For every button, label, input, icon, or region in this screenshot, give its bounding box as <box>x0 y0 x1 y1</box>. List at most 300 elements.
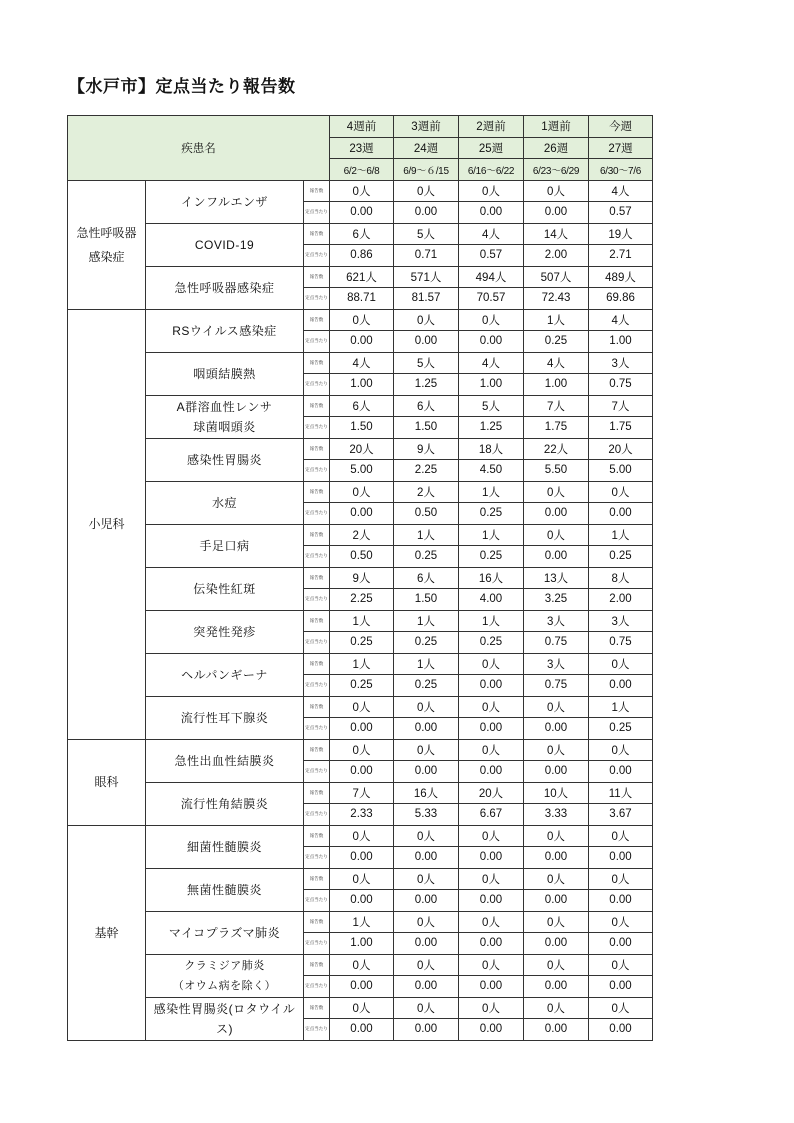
per-site-rate: 0.25 <box>459 503 524 525</box>
per-site-rate: 0.75 <box>524 632 589 654</box>
report-count: 0人 <box>589 481 653 503</box>
count-row-label: 報告数 <box>304 481 330 503</box>
group-name: 急性呼吸器 感染症 <box>68 180 146 309</box>
table-row <box>68 954 653 976</box>
report-count: 0人 <box>589 739 653 761</box>
per-site-rate: 1.50 <box>394 589 459 611</box>
disease-name: 咽頭結膜熱 <box>146 352 304 395</box>
disease-name: 感染性胃腸炎(ロタウイルス) <box>146 997 304 1040</box>
report-count: 0人 <box>394 739 459 761</box>
per-site-rate: 0.00 <box>524 718 589 740</box>
disease-name: 急性出血性結膜炎 <box>146 739 304 782</box>
report-count: 0人 <box>524 481 589 503</box>
report-count: 4人 <box>589 180 653 202</box>
report-count: 11人 <box>589 782 653 804</box>
per-site-rate: 0.00 <box>524 503 589 525</box>
disease-name: 流行性角結膜炎 <box>146 782 304 825</box>
per-site-rate: 1.75 <box>524 417 589 439</box>
date-range-header: 6/2～6/8 <box>330 159 394 181</box>
disease-name: 急性呼吸器感染症 <box>146 266 304 309</box>
table-row <box>68 739 653 761</box>
per-site-rate: 0.00 <box>459 976 524 998</box>
report-count: 18人 <box>459 438 524 460</box>
per-site-rate: 0.25 <box>394 675 459 697</box>
per-site-rate: 0.25 <box>394 546 459 568</box>
report-count: 1人 <box>589 696 653 718</box>
per-site-rate: 0.00 <box>589 847 653 869</box>
report-count: 1人 <box>589 524 653 546</box>
report-count: 571人 <box>394 266 459 288</box>
report-count: 1人 <box>394 524 459 546</box>
disease-name: インフルエンザ <box>146 180 304 223</box>
report-count: 0人 <box>394 997 459 1019</box>
report-count: 5人 <box>394 352 459 374</box>
per-site-rate: 0.86 <box>330 245 394 267</box>
report-count: 1人 <box>394 610 459 632</box>
group-name: 基幹 <box>68 825 146 1040</box>
report-count: 4人 <box>459 352 524 374</box>
count-row-label: 報告数 <box>304 352 330 374</box>
rate-row-label: 定点当たり <box>304 890 330 912</box>
per-site-rate: 2.00 <box>589 589 653 611</box>
per-site-rate: 3.33 <box>524 804 589 826</box>
count-row-label: 報告数 <box>304 309 330 331</box>
disease-name: 水痘 <box>146 481 304 524</box>
report-count: 0人 <box>524 997 589 1019</box>
report-count: 0人 <box>394 911 459 933</box>
count-row-label: 報告数 <box>304 911 330 933</box>
per-site-rate: 0.00 <box>524 890 589 912</box>
report-count: 0人 <box>524 825 589 847</box>
per-site-rate: 0.00 <box>459 847 524 869</box>
per-site-rate: 0.57 <box>459 245 524 267</box>
report-count: 7人 <box>330 782 394 804</box>
report-count: 0人 <box>459 309 524 331</box>
per-site-rate: 1.00 <box>589 331 653 353</box>
table-row <box>68 825 653 847</box>
report-count: 4人 <box>330 352 394 374</box>
report-count: 1人 <box>394 653 459 675</box>
per-site-rate: 0.00 <box>459 331 524 353</box>
week-label-header: 2週前 <box>459 116 524 138</box>
per-site-rate: 0.75 <box>589 374 653 396</box>
per-site-rate: 0.00 <box>394 933 459 955</box>
report-count: 8人 <box>589 567 653 589</box>
per-site-rate: 4.50 <box>459 460 524 482</box>
disease-name: ヘルパンギーナ <box>146 653 304 696</box>
per-site-rate: 2.25 <box>394 460 459 482</box>
per-site-rate: 0.00 <box>330 847 394 869</box>
per-site-rate: 1.25 <box>459 417 524 439</box>
rate-row-label: 定点当たり <box>304 503 330 525</box>
report-count: 0人 <box>330 180 394 202</box>
report-count: 3人 <box>589 610 653 632</box>
report-count: 0人 <box>330 739 394 761</box>
per-site-rate: 0.00 <box>394 976 459 998</box>
per-site-rate: 1.00 <box>330 374 394 396</box>
report-count: 0人 <box>524 524 589 546</box>
per-site-rate: 2.25 <box>330 589 394 611</box>
report-count: 0人 <box>330 825 394 847</box>
rate-row-label: 定点当たり <box>304 460 330 482</box>
per-site-rate: 0.00 <box>589 1019 653 1041</box>
report-count: 0人 <box>394 309 459 331</box>
count-row-label: 報告数 <box>304 524 330 546</box>
disease-name: COVID-19 <box>146 223 304 266</box>
disease-name: 流行性耳下腺炎 <box>146 696 304 739</box>
report-count: 0人 <box>589 825 653 847</box>
count-row-label: 報告数 <box>304 266 330 288</box>
date-range-header: 6/30～7/6 <box>589 159 653 181</box>
week-number-header: 27週 <box>589 137 653 159</box>
report-count: 20人 <box>589 438 653 460</box>
count-row-label: 報告数 <box>304 223 330 245</box>
table-row <box>68 481 653 503</box>
report-count: 0人 <box>459 868 524 890</box>
report-count: 9人 <box>330 567 394 589</box>
report-count: 0人 <box>589 997 653 1019</box>
per-site-rate: 0.00 <box>330 761 394 783</box>
per-site-rate: 72.43 <box>524 288 589 310</box>
per-site-rate: 0.25 <box>459 546 524 568</box>
date-range-header: 6/16～6/22 <box>459 159 524 181</box>
report-count: 0人 <box>459 180 524 202</box>
per-site-rate: 1.00 <box>459 374 524 396</box>
report-count: 0人 <box>459 954 524 976</box>
per-site-rate: 0.00 <box>459 1019 524 1041</box>
report-count: 16人 <box>459 567 524 589</box>
per-site-rate: 1.00 <box>330 933 394 955</box>
per-site-rate: 0.00 <box>394 761 459 783</box>
disease-name: A群溶血性レンサ 球菌咽頭炎 <box>146 395 304 438</box>
report-count: 5人 <box>459 395 524 417</box>
per-site-rate: 0.00 <box>459 890 524 912</box>
table-row <box>68 309 653 331</box>
rate-row-label: 定点当たり <box>304 288 330 310</box>
report-count: 0人 <box>459 653 524 675</box>
rate-row-label: 定点当たり <box>304 933 330 955</box>
per-site-rate: 5.00 <box>589 460 653 482</box>
week-number-header: 25週 <box>459 137 524 159</box>
date-range-header: 6/23～6/29 <box>524 159 589 181</box>
disease-name: 突発性発疹 <box>146 610 304 653</box>
report-count: 0人 <box>459 739 524 761</box>
per-site-rate: 0.00 <box>459 718 524 740</box>
report-count: 1人 <box>459 524 524 546</box>
rate-row-label: 定点当たり <box>304 245 330 267</box>
table-row <box>68 911 653 933</box>
rate-row-label: 定点当たり <box>304 761 330 783</box>
count-row-label: 報告数 <box>304 610 330 632</box>
per-site-rate: 4.00 <box>459 589 524 611</box>
report-count: 20人 <box>330 438 394 460</box>
rate-row-label: 定点当たり <box>304 976 330 998</box>
table-row <box>68 782 653 804</box>
report-count: 0人 <box>589 868 653 890</box>
per-site-rate: 0.50 <box>330 546 394 568</box>
per-site-rate: 0.00 <box>330 1019 394 1041</box>
per-site-rate: 0.00 <box>330 202 394 224</box>
report-count: 1人 <box>330 911 394 933</box>
week-number-header: 26週 <box>524 137 589 159</box>
per-site-rate: 0.00 <box>459 202 524 224</box>
page-title: 【水戸市】定点当たり報告数 <box>68 77 296 97</box>
per-site-rate: 70.57 <box>459 288 524 310</box>
table-row <box>68 180 653 202</box>
per-site-rate: 0.57 <box>589 202 653 224</box>
report-count: 0人 <box>394 868 459 890</box>
report-count: 0人 <box>330 481 394 503</box>
surveillance-table <box>67 115 653 1041</box>
date-range-header: 6/9～６/15 <box>394 159 459 181</box>
per-site-rate: 0.50 <box>394 503 459 525</box>
report-count: 4人 <box>459 223 524 245</box>
report-count: 0人 <box>524 180 589 202</box>
report-count: 0人 <box>394 696 459 718</box>
rate-row-label: 定点当たり <box>304 675 330 697</box>
report-count: 1人 <box>524 309 589 331</box>
per-site-rate: 0.00 <box>589 933 653 955</box>
report-count: 1人 <box>459 481 524 503</box>
table-row <box>68 352 653 374</box>
per-site-rate: 3.25 <box>524 589 589 611</box>
report-count: 7人 <box>589 395 653 417</box>
report-count: 0人 <box>459 696 524 718</box>
rate-row-label: 定点当たり <box>304 374 330 396</box>
table-row <box>68 395 653 417</box>
table-row <box>68 696 653 718</box>
per-site-rate: 0.00 <box>524 847 589 869</box>
report-count: 7人 <box>524 395 589 417</box>
count-row-label: 報告数 <box>304 954 330 976</box>
per-site-rate: 69.86 <box>589 288 653 310</box>
disease-name: 感染性胃腸炎 <box>146 438 304 481</box>
per-site-rate: 1.50 <box>394 417 459 439</box>
week-number-header: 23週 <box>330 137 394 159</box>
rate-row-label: 定点当たり <box>304 546 330 568</box>
rate-row-label: 定点当たり <box>304 1019 330 1041</box>
per-site-rate: 0.00 <box>524 202 589 224</box>
per-site-rate: 88.71 <box>330 288 394 310</box>
report-count: 6人 <box>330 395 394 417</box>
report-count: 1人 <box>459 610 524 632</box>
per-site-rate: 81.57 <box>394 288 459 310</box>
table-row <box>68 997 653 1019</box>
report-count: 0人 <box>330 868 394 890</box>
disease-name: 伝染性紅斑 <box>146 567 304 610</box>
count-row-label: 報告数 <box>304 696 330 718</box>
per-site-rate: 0.00 <box>330 503 394 525</box>
count-row-label: 報告数 <box>304 782 330 804</box>
report-count: 494人 <box>459 266 524 288</box>
per-site-rate: 2.33 <box>330 804 394 826</box>
per-site-rate: 0.00 <box>524 1019 589 1041</box>
disease-name: クラミジア肺炎 （オウム病を除く） <box>146 954 304 997</box>
count-row-label: 報告数 <box>304 567 330 589</box>
rate-row-label: 定点当たり <box>304 847 330 869</box>
report-count: 621人 <box>330 266 394 288</box>
per-site-rate: 5.50 <box>524 460 589 482</box>
report-count: 0人 <box>589 911 653 933</box>
per-site-rate: 0.00 <box>524 933 589 955</box>
per-site-rate: 0.00 <box>459 761 524 783</box>
count-row-label: 報告数 <box>304 997 330 1019</box>
rate-row-label: 定点当たり <box>304 718 330 740</box>
per-site-rate: 1.75 <box>589 417 653 439</box>
rate-row-label: 定点当たり <box>304 589 330 611</box>
disease-name: RSウイルス感染症 <box>146 309 304 352</box>
report-count: 14人 <box>524 223 589 245</box>
rate-row-label: 定点当たり <box>304 331 330 353</box>
report-count: 19人 <box>589 223 653 245</box>
rate-row-label: 定点当たり <box>304 202 330 224</box>
report-count: 13人 <box>524 567 589 589</box>
report-count: 5人 <box>394 223 459 245</box>
per-site-rate: 0.00 <box>394 718 459 740</box>
table-row <box>68 524 653 546</box>
report-count: 10人 <box>524 782 589 804</box>
report-count: 4人 <box>524 352 589 374</box>
report-count: 6人 <box>394 395 459 417</box>
report-count: 0人 <box>524 696 589 718</box>
report-count: 489人 <box>589 266 653 288</box>
group-name: 小児科 <box>68 309 146 739</box>
per-site-rate: 0.00 <box>524 761 589 783</box>
report-count: 3人 <box>524 610 589 632</box>
disease-column-header: 疾患名 <box>68 116 330 181</box>
report-count: 507人 <box>524 266 589 288</box>
report-count: 0人 <box>589 653 653 675</box>
report-count: 0人 <box>330 696 394 718</box>
count-row-label: 報告数 <box>304 653 330 675</box>
per-site-rate: 0.00 <box>524 546 589 568</box>
report-count: 0人 <box>459 825 524 847</box>
rate-row-label: 定点当たり <box>304 804 330 826</box>
week-label-header: 3週前 <box>394 116 459 138</box>
disease-name: 細菌性髄膜炎 <box>146 825 304 868</box>
count-row-label: 報告数 <box>304 825 330 847</box>
per-site-rate: 0.00 <box>589 890 653 912</box>
count-row-label: 報告数 <box>304 180 330 202</box>
per-site-rate: 6.67 <box>459 804 524 826</box>
report-count: 3人 <box>589 352 653 374</box>
report-count: 0人 <box>524 954 589 976</box>
per-site-rate: 0.00 <box>330 331 394 353</box>
per-site-rate: 2.00 <box>524 245 589 267</box>
report-count: 3人 <box>524 653 589 675</box>
per-site-rate: 0.00 <box>459 933 524 955</box>
group-name: 眼科 <box>68 739 146 825</box>
table-row <box>68 266 653 288</box>
report-count: 0人 <box>330 309 394 331</box>
per-site-rate: 3.67 <box>589 804 653 826</box>
per-site-rate: 0.00 <box>394 1019 459 1041</box>
per-site-rate: 1.25 <box>394 374 459 396</box>
report-count: 0人 <box>524 911 589 933</box>
per-site-rate: 0.00 <box>394 890 459 912</box>
per-site-rate: 0.25 <box>394 632 459 654</box>
report-count: 1人 <box>330 610 394 632</box>
disease-name: 無菌性髄膜炎 <box>146 868 304 911</box>
per-site-rate: 1.50 <box>330 417 394 439</box>
rate-row-label: 定点当たり <box>304 632 330 654</box>
report-count: 16人 <box>394 782 459 804</box>
week-label-header: 今週 <box>589 116 653 138</box>
per-site-rate: 0.00 <box>330 976 394 998</box>
per-site-rate: 0.75 <box>589 632 653 654</box>
report-count: 6人 <box>394 567 459 589</box>
per-site-rate: 0.25 <box>589 718 653 740</box>
week-label-header: 1週前 <box>524 116 589 138</box>
per-site-rate: 1.00 <box>524 374 589 396</box>
report-count: 2人 <box>330 524 394 546</box>
per-site-rate: 0.00 <box>589 761 653 783</box>
per-site-rate: 0.25 <box>330 632 394 654</box>
disease-name: マイコプラズマ肺炎 <box>146 911 304 954</box>
week-number-header: 24週 <box>394 137 459 159</box>
count-row-label: 報告数 <box>304 438 330 460</box>
per-site-rate: 0.00 <box>589 976 653 998</box>
table-row <box>68 438 653 460</box>
per-site-rate: 0.75 <box>524 675 589 697</box>
count-row-label: 報告数 <box>304 739 330 761</box>
count-row-label: 報告数 <box>304 868 330 890</box>
week-label-header: 4週前 <box>330 116 394 138</box>
report-count: 0人 <box>524 868 589 890</box>
table-row <box>68 653 653 675</box>
report-count: 0人 <box>524 739 589 761</box>
per-site-rate: 0.00 <box>330 718 394 740</box>
per-site-rate: 2.71 <box>589 245 653 267</box>
report-count: 22人 <box>524 438 589 460</box>
per-site-rate: 0.00 <box>589 503 653 525</box>
per-site-rate: 0.00 <box>394 331 459 353</box>
report-count: 0人 <box>394 954 459 976</box>
per-site-rate: 5.33 <box>394 804 459 826</box>
report-count: 0人 <box>459 997 524 1019</box>
report-count: 0人 <box>589 954 653 976</box>
per-site-rate: 0.25 <box>524 331 589 353</box>
per-site-rate: 0.00 <box>330 890 394 912</box>
report-count: 20人 <box>459 782 524 804</box>
report-count: 4人 <box>589 309 653 331</box>
per-site-rate: 0.25 <box>589 546 653 568</box>
report-count: 2人 <box>394 481 459 503</box>
per-site-rate: 5.00 <box>330 460 394 482</box>
per-site-rate: 0.00 <box>394 202 459 224</box>
report-count: 9人 <box>394 438 459 460</box>
table-row <box>68 610 653 632</box>
rate-row-label: 定点当たり <box>304 417 330 439</box>
disease-name: 手足口病 <box>146 524 304 567</box>
count-row-label: 報告数 <box>304 395 330 417</box>
report-count: 0人 <box>394 825 459 847</box>
report-count: 0人 <box>394 180 459 202</box>
per-site-rate: 0.25 <box>330 675 394 697</box>
per-site-rate: 0.00 <box>589 675 653 697</box>
report-count: 0人 <box>459 911 524 933</box>
report-count: 1人 <box>330 653 394 675</box>
table-row <box>68 868 653 890</box>
per-site-rate: 0.00 <box>459 675 524 697</box>
per-site-rate: 0.25 <box>459 632 524 654</box>
table-row <box>68 223 653 245</box>
table-row <box>68 567 653 589</box>
per-site-rate: 0.00 <box>394 847 459 869</box>
report-count: 0人 <box>330 954 394 976</box>
per-site-rate: 0.71 <box>394 245 459 267</box>
report-count: 0人 <box>330 997 394 1019</box>
